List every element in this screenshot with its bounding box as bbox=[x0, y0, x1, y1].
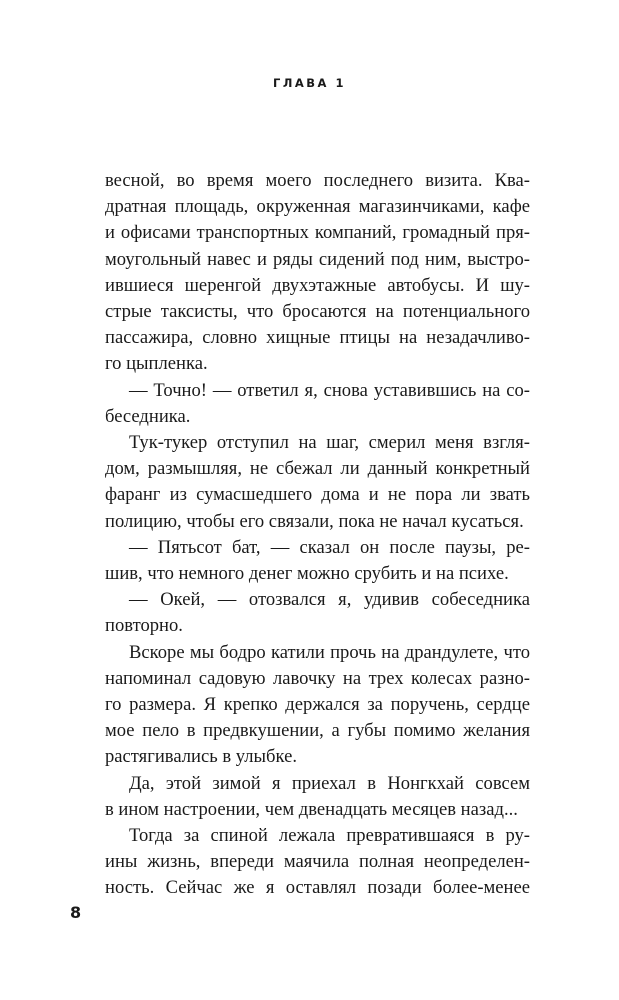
text-line: шив, что немного денег можно срубить и на психе. bbox=[105, 563, 509, 585]
text-line: пассажира, словно хищные птицы на незадачливо- bbox=[105, 327, 530, 349]
text-line: — Окей, — отозвался я, удивив собеседника bbox=[129, 589, 530, 611]
text-line: повторно. bbox=[105, 615, 183, 637]
text-line: полицию, чтобы его связали, пока не начал кусаться. bbox=[105, 510, 524, 532]
text-line: в ином настроении, чем двенадцать месяцев назад... bbox=[105, 798, 518, 820]
body-text bbox=[105, 168, 530, 902]
text-line: беседника. bbox=[105, 405, 191, 427]
text-line: ившиеся шеренгой двухэтажные автобусы. И шу- bbox=[105, 274, 530, 296]
text-line: дратная площадь, окруженная магазинчиками, кафе bbox=[105, 196, 530, 218]
text-line: ины жизнь, впереди маячила полная неопределен- bbox=[105, 851, 530, 873]
text-line: мое пело в предвкушении, а губы помимо желания bbox=[105, 720, 530, 742]
page-number: 8 bbox=[70, 903, 82, 922]
text-line: Тук-тукер отступил на шаг, смерил меня взгля- bbox=[129, 432, 530, 454]
text-line: Да, этой зимой я приехал в Нонгкхай совсем bbox=[129, 772, 530, 794]
text-line: стрые таксисты, что бросаются на потенциального bbox=[105, 301, 530, 323]
text-line: весной, во время моего последнего визита. Ква- bbox=[105, 170, 530, 191]
text-line: го размера. Я крепко держался за поручень, сердце bbox=[105, 694, 530, 716]
text-line: и офисами транспортных компаний, громадный пря- bbox=[105, 222, 530, 244]
text-line: растягивались в улыбке. bbox=[105, 746, 297, 768]
text-line: моугольный навес и ряды сидений под ним, выстро- bbox=[105, 248, 530, 270]
text-line: Вскоре мы бодро катили прочь на драндулете, что bbox=[129, 641, 530, 663]
text-line: дом, размышляя, не сбежал ли данный конкретный bbox=[105, 458, 530, 480]
text-line: фаранг из сумасшедшего дома и не пора ли звать bbox=[105, 484, 530, 506]
text-line: — Пятьсот бат, — сказал он после паузы, ре- bbox=[129, 536, 530, 558]
chapter-header: ГЛАВА 1 bbox=[273, 76, 346, 90]
text-line: напоминал садовую лавочку на трех колесах разно- bbox=[105, 667, 530, 689]
text-line: ность. Сейчас же я оставлял позади более-менее bbox=[105, 877, 530, 899]
text-line: — Точно! — ответил я, снова уставившись на со- bbox=[129, 379, 530, 401]
text-line: го цыпленка. bbox=[105, 353, 208, 375]
text-line: Тогда за спиной лежала превратившаяся в ру- bbox=[129, 825, 530, 847]
